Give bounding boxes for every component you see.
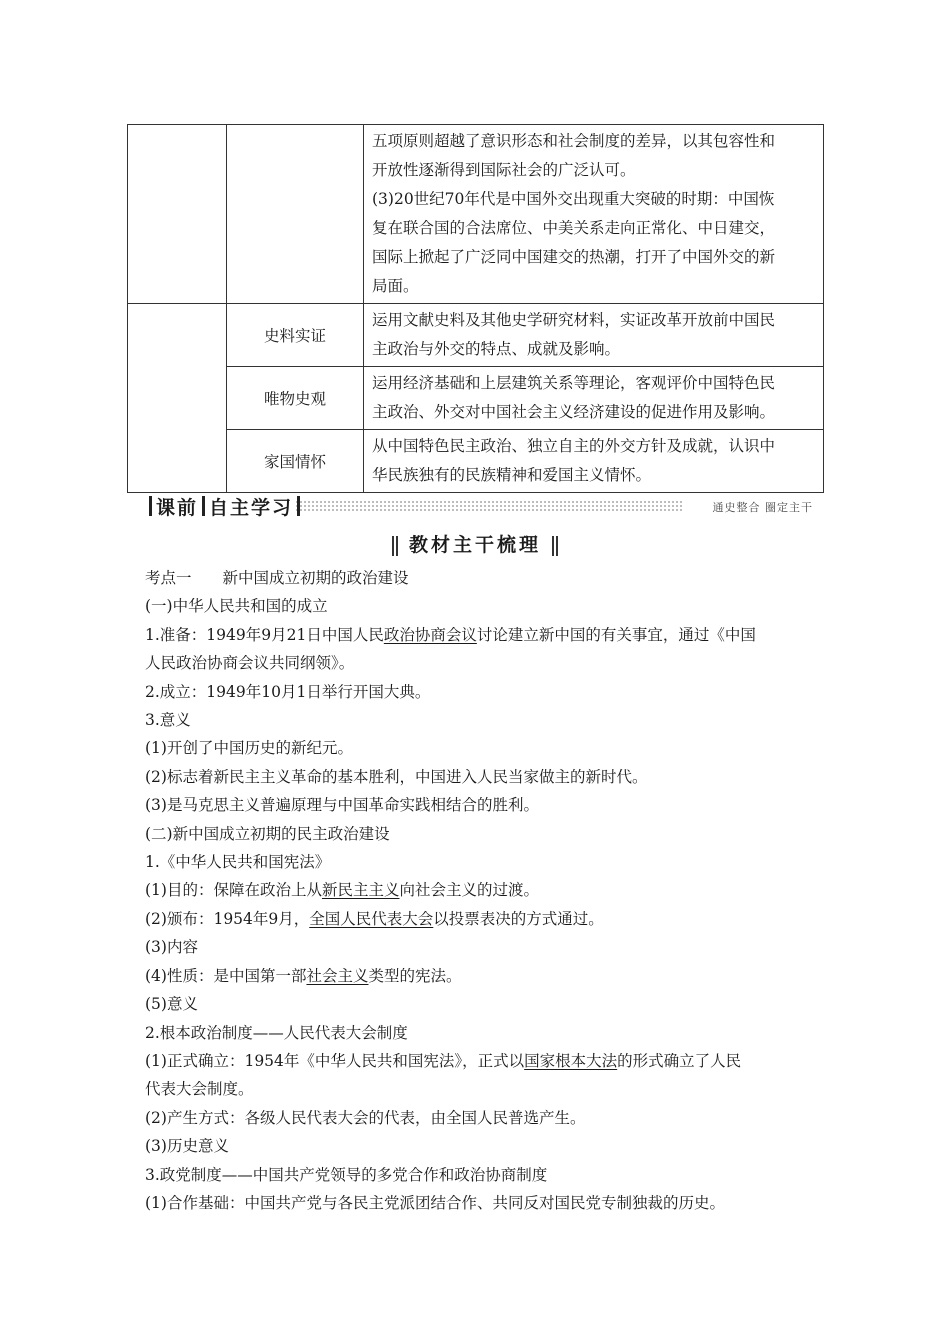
text-line: 五项原则超越了意识形态和社会制度的差异，以其包容性和 — [372, 132, 776, 150]
text-line: (3)内容 — [145, 938, 198, 957]
text-line — [145, 1047, 813, 1075]
table-cell-content — [364, 304, 824, 367]
text-line: 3.政党制度——中国共产党领导的多党合作和政治协商制度 — [145, 1165, 548, 1184]
text-line: (5)意义 — [145, 995, 198, 1014]
underlined-term: 国家根本大法 — [524, 1051, 618, 1070]
text-line: 1.《中华人民共和国宪法》 — [145, 853, 331, 872]
text-line: (二)新中国成立初期的民主政治建设 — [145, 824, 390, 843]
table-cell-label: 史料实证 — [227, 304, 364, 367]
text-line — [145, 876, 813, 904]
table-row — [128, 125, 824, 304]
underlined-term: 社会主义 — [306, 966, 369, 985]
section-tagline: 通史整合 圈定主干 — [709, 499, 814, 515]
text-line: 国际上掀起了广泛同中国建交的热潮，打开了中国外交的新 — [372, 248, 776, 266]
text-line: (3)20世纪70年代是中国外交出现重大突破的时期：中国恢 — [372, 190, 775, 208]
text-line: 运用经济基础和上层建筑关系等理论，客观评价中国特色民 — [372, 374, 776, 392]
underlined-term: 新民主主义 — [321, 881, 400, 900]
text-span: 向社会主义的过渡。 — [399, 881, 539, 900]
divider — [202, 496, 205, 516]
table-cell-label: 唯物史观 — [227, 367, 364, 430]
dotted-rule — [295, 500, 683, 512]
section-title-part1: 课前 — [156, 496, 199, 519]
text-line: 3.意义 — [145, 711, 191, 730]
text-line: (3)历史意义 — [145, 1137, 229, 1156]
main-content — [145, 564, 813, 1217]
table-row — [128, 430, 824, 493]
text-line — [145, 962, 813, 990]
text-line — [145, 621, 813, 649]
text-span: (2)颁布：1954年9月， — [145, 909, 310, 928]
text-line: 2.根本政治制度——人民代表大会制度 — [145, 1023, 408, 1042]
divider — [556, 536, 558, 556]
text-span: 讨论建立新中国的有关事宜，通过《中国 — [476, 625, 756, 644]
divider — [396, 536, 398, 556]
text-line: 考点一 新中国成立初期的政治建设 — [145, 569, 409, 587]
underlined-term: 政治协商会议 — [383, 625, 477, 644]
divider — [552, 536, 554, 556]
text-line: (1)开创了中国历史的新纪元。 — [145, 739, 353, 758]
divider — [297, 496, 300, 516]
text-line: 华民族独有的民族精神和爱国主义情怀。 — [372, 466, 652, 484]
table-cell-empty — [128, 304, 227, 493]
divider — [392, 536, 394, 556]
text-span: (1)正式确立：1954年《中华人民共和国宪法》，正式以 — [145, 1051, 525, 1070]
text-span: 类型的宪法。 — [368, 966, 462, 985]
table-cell-content — [364, 125, 824, 304]
divider — [149, 496, 152, 516]
text-line: (2)产生方式：各级人民代表大会的代表，由全国人民普选产生。 — [145, 1108, 586, 1127]
table-cell-content — [364, 367, 824, 430]
underlined-term: 全国人民代表大会 — [309, 909, 434, 928]
text-line: (一)中华人民共和国的成立 — [145, 597, 328, 616]
table-cell-empty — [128, 125, 227, 304]
subsection-title-text: 教材主干梳理 — [408, 534, 541, 556]
text-line: 主政治、外交对中国社会主义经济建设的促进作用及影响。 — [372, 403, 776, 421]
text-line: 复在联合国的合法席位、中美关系走向正常化、中日建交， — [372, 219, 776, 237]
objectives-table — [127, 124, 824, 493]
text-line: (2)标志着新民主主义革命的基本胜利，中国进入人民当家做主的新时代。 — [145, 767, 648, 786]
table-cell-content — [364, 430, 824, 493]
text-line: 运用文献史料及其他史学研究材料，实证改革开放前中国民 — [372, 311, 776, 329]
text-line: (1)合作基础：中国共产党与各民主党派团结合作、共同反对国民党专制独裁的历史。 — [145, 1193, 725, 1212]
text-span: (4)性质：是中国第一部 — [145, 966, 307, 985]
text-line: (3)是马克思主义普遍原理与中国革命实践相结合的胜利。 — [145, 796, 539, 815]
text-line: 人民政治协商会议共同纲领》。 — [145, 654, 355, 673]
text-line: 从中国特色民主政治、独立自主的外交方针及成就，认识中 — [372, 437, 776, 455]
table-cell-label: 家国情怀 — [227, 430, 364, 493]
section-title — [145, 494, 304, 518]
text-span: (1)目的：保障在政治上从 — [145, 881, 322, 900]
text-line: 主政治与外交的特点、成就及影响。 — [372, 340, 621, 358]
text-line: 局面。 — [372, 277, 419, 295]
table-row — [128, 304, 824, 367]
subsection-title — [0, 530, 950, 557]
text-span: 的形式确立了人民 — [617, 1051, 742, 1070]
text-line: 2.成立：1949年10月1日举行开国大典。 — [145, 682, 431, 701]
table-cell-empty — [227, 125, 364, 304]
table-row — [128, 367, 824, 430]
text-line: 开放性逐渐得到国际社会的广泛认可。 — [372, 161, 636, 179]
text-span: 以投票表决的方式通过。 — [433, 909, 604, 928]
text-line: 代表大会制度。 — [145, 1080, 254, 1099]
section-banner — [145, 494, 813, 518]
text-span: 1.准备：1949年9月21日中国人民 — [145, 625, 384, 644]
text-line — [145, 905, 813, 933]
section-title-part2: 自主学习 — [209, 496, 294, 519]
